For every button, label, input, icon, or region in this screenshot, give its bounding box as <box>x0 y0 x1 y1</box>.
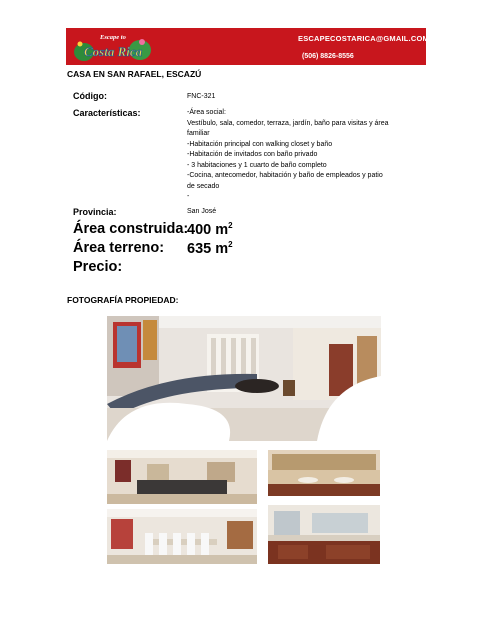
property-title: CASA EN SAN RAFAEL, ESCAZÚ <box>67 69 202 79</box>
features-label: Características: <box>73 108 141 118</box>
feature-line: - <box>187 193 190 200</box>
feature-line: -Área social: <box>187 109 226 116</box>
code-value: FNC-321 <box>187 93 216 100</box>
feature-line: familiar <box>187 130 210 137</box>
province-value: San José <box>187 208 217 215</box>
photo-living-room <box>107 316 381 441</box>
logo-line1: Escape to <box>100 34 126 41</box>
header-banner <box>66 28 429 65</box>
feature-line: de secado <box>187 182 220 190</box>
price-label: Precio: <box>73 259 123 275</box>
contact-phone: (506) 8826-8556 <box>302 53 354 60</box>
photos-section-title: FOTOGRAFÍA PROPIEDAD: <box>67 295 179 305</box>
built-area-label: Área construida: <box>73 221 189 237</box>
feature-line: -Cocina, antecomedor, habitación y baño de empleados y patio <box>187 172 383 179</box>
photo-dining-room <box>107 509 257 564</box>
photo-bathroom-vanity <box>268 505 380 564</box>
feature-line: Vestíbulo, sala, comedor, terraza, jardín, baño para visitas y área <box>187 119 389 127</box>
photo-bathroom-sink <box>268 450 380 496</box>
land-area-value: 635 $m^2$ <box>187 240 233 257</box>
land-area-label: Área terreno: <box>73 240 165 256</box>
built-area-value: 400 $m^2$ <box>187 221 233 238</box>
logo-line2: Costa Rica <box>84 44 143 59</box>
contact-email[interactable]: ESCAPECOSTARICA@GMAIL.COM <box>298 34 429 43</box>
code-label: Código: <box>73 91 107 101</box>
feature-line: -Habitación principal con walking closet y baño <box>187 140 333 148</box>
feature-line: - 3 habitaciones y 1 cuarto de baño completo <box>187 161 327 169</box>
escape-to-costa-rica-logo <box>70 30 154 63</box>
photo-family-room <box>107 450 257 504</box>
feature-line: -Habitación de invitados con baño privado <box>187 151 318 158</box>
features-list <box>187 108 427 203</box>
province-label: Provincia: <box>73 207 117 217</box>
